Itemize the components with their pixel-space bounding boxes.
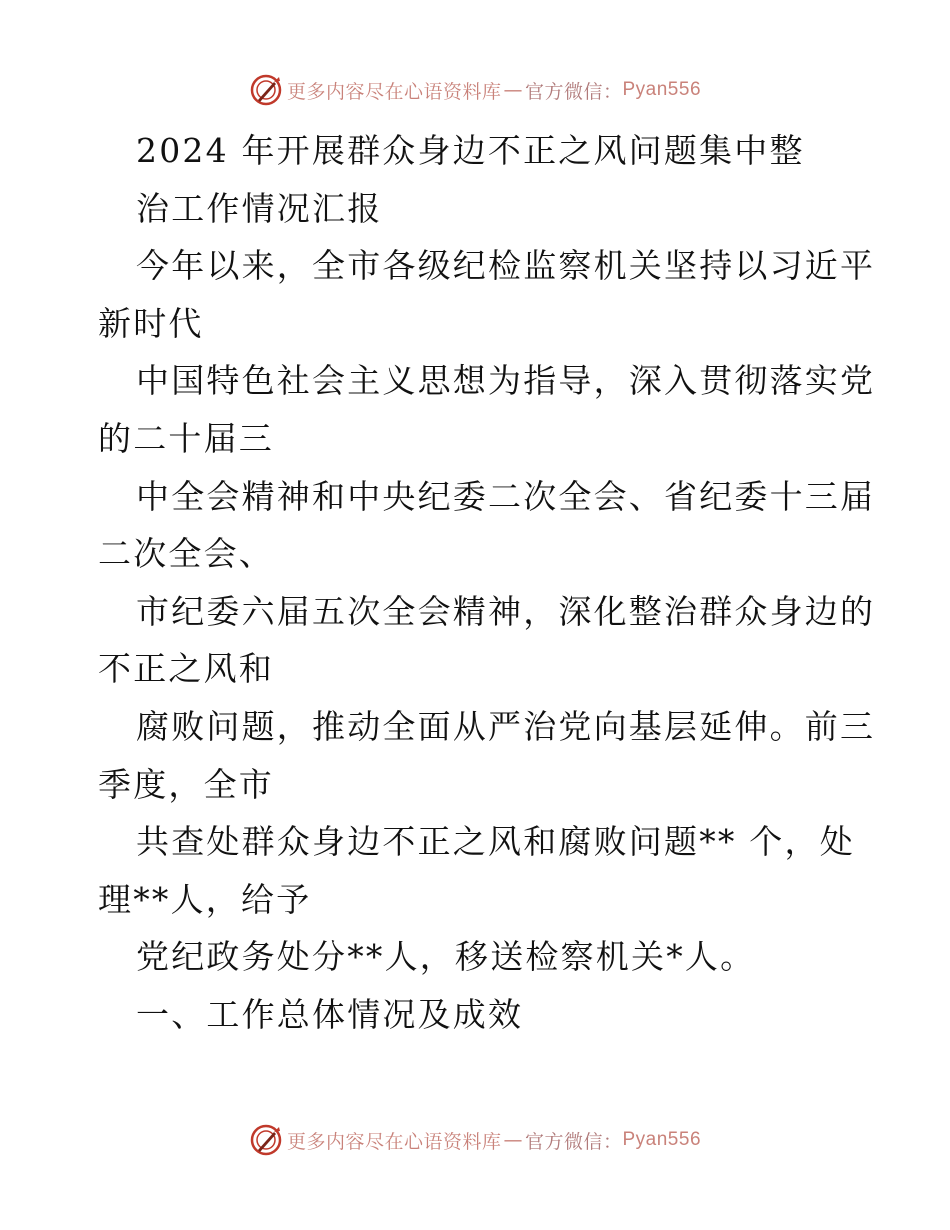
document-body: [98, 122, 876, 1044]
text-line: 中全会精神和中央纪委二次全会、省纪委十三届: [136, 476, 876, 516]
text-line: 新时代: [98, 303, 204, 343]
watermark-text: 更多内容尽在心语资料库: [286, 1130, 502, 1153]
text-line: 治工作情况汇报: [136, 188, 383, 228]
text-line: 共查处群众身边不正之风和腐败问题** 个，处: [136, 822, 855, 862]
footer-watermark: [0, 1120, 950, 1160]
brand-logo-icon: [249, 73, 283, 107]
text-line: 不正之风和: [98, 649, 274, 689]
text-line: 理**人，给予: [98, 879, 312, 919]
text-line: 市纪委六届五次全会精神，深化整治群众身边的: [136, 591, 876, 631]
brand-logo-icon: [249, 1123, 283, 1157]
watermark-dash: —: [503, 79, 523, 101]
text-line: 今年以来，全市各级纪检监察机关坚持以习近平: [136, 246, 876, 286]
header-watermark: [0, 70, 950, 110]
text-line: 中国特色社会主义思想为指导，深入贯彻落实党: [136, 361, 876, 401]
text-line: 党纪政务处分**人，移送检察机关*人。: [136, 937, 756, 977]
watermark-wechat-id: Pyan556: [622, 1129, 702, 1150]
text-line: 季度，全市: [98, 764, 274, 804]
watermark-dash: —: [503, 1129, 523, 1151]
text-line: 腐败问题，推动全面从严治党向基层延伸。前三: [136, 706, 876, 746]
text-line: 一、工作总体情况及成效: [136, 994, 524, 1034]
text-line: 二次全会、: [98, 534, 274, 574]
text-line: 2024 年开展群众身边不正之风问题集中整: [136, 131, 805, 170]
watermark-wechat-id: Pyan556: [622, 79, 702, 100]
watermark-official-label: 官方微信：: [524, 80, 623, 103]
text-line: 的二十届三: [98, 418, 274, 458]
watermark-text: 更多内容尽在心语资料库: [286, 80, 502, 103]
watermark-official-label: 官方微信：: [524, 1130, 623, 1153]
